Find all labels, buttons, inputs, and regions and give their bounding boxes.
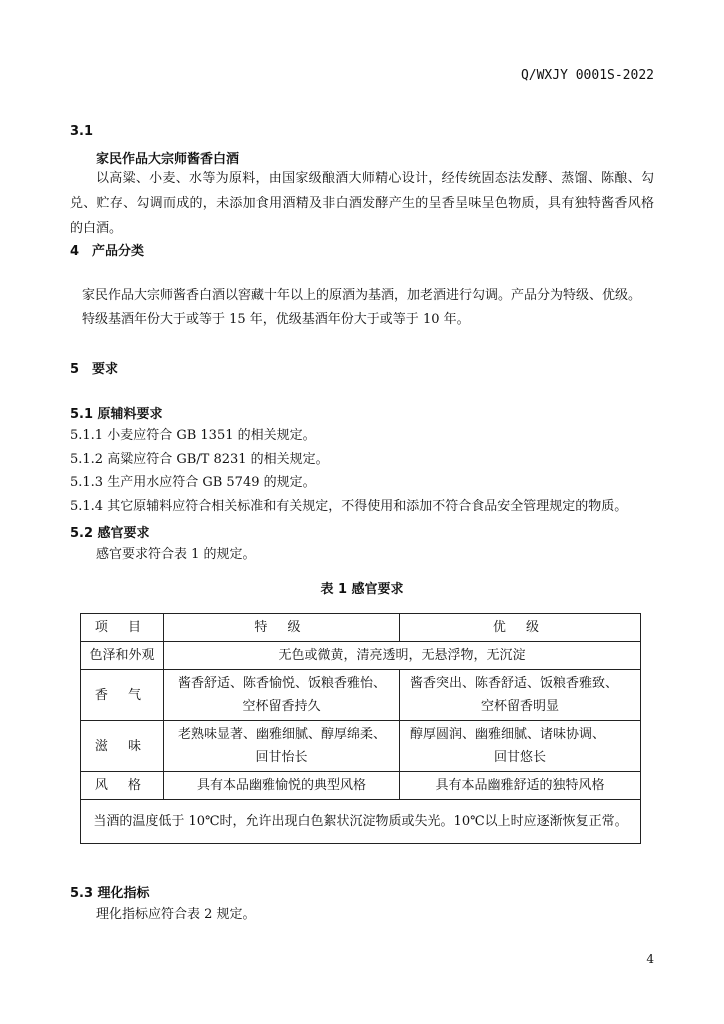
section-5-2-title: 5.2 感官要求 — [70, 526, 150, 541]
value-style-special: 具有本品幽雅愉悦的典型风格 — [164, 772, 400, 800]
table-note: 当酒的温度低于 10℃时，允许出现白色絮状沉淀物质或失光。10℃以上时应逐渐恢复正常。 — [81, 800, 641, 844]
label-style: 风 格 — [81, 772, 164, 800]
value-aroma-premium — [400, 670, 641, 721]
clause-5-1-4: 5.1.4 其它原辅料应符合相关标准和有关规定，不得使用和添加不符合食品安全管理规定的物质。 — [70, 499, 628, 514]
clause-5-1-3: 5.1.3 生产用水应符合 GB 5749 的规定。 — [70, 475, 316, 490]
aroma-special-line-2: 空杯留香持久 — [242, 699, 321, 714]
table-1-caption: 表 1 感官要求 — [320, 582, 404, 597]
table-row-note — [81, 800, 641, 844]
label-aroma: 香 气 — [81, 670, 164, 721]
section-5-3-title: 5.3 理化指标 — [70, 886, 150, 901]
taste-special-line-2: 回甘怡长 — [255, 750, 308, 765]
section-4-paragraph-2: 特级基酒年份大于或等于 15 年，优级基酒年份大于或等于 10 年。 — [82, 312, 470, 327]
standard-code: Q/WXJY 0001S-2022 — [520, 68, 654, 83]
section-5-1-title: 5.1 原辅料要求 — [70, 407, 163, 422]
section-3-1-definition: 以高粱、小麦、水等为原料，由国家级酿酒大师精心设计，经传统固态法发酵、蒸馏、陈酿、勾兑、贮存、勾调而成的，未添加食用酒精及非白酒发酵产生的呈香呈味呈色物质，具有独特酱香风格的白酒。 — [70, 171, 654, 236]
section-5-2-text: 感官要求符合表 1 的规定。 — [96, 547, 256, 562]
table-row-aroma — [81, 670, 641, 721]
section-4-paragraph-1: 家民作品大宗师酱香白酒以窖藏十年以上的原酒为基酒，加老酒进行勾调。产品分为特级、优级。 — [82, 288, 642, 303]
clause-5-1-2: 5.1.2 高粱应符合 GB/T 8231 的相关规定。 — [70, 452, 329, 467]
label-taste: 滋 味 — [81, 721, 164, 772]
value-color-appearance: 无色或微黄，清亮透明，无悬浮物，无沉淀 — [164, 642, 641, 670]
section-5-3-text: 理化指标应符合表 2 规定。 — [96, 907, 256, 922]
section-3-1-number: 3.1 — [70, 124, 94, 139]
value-aroma-special — [164, 670, 400, 721]
value-style-premium: 具有本品幽雅舒适的独特风格 — [400, 772, 641, 800]
table-row-style — [81, 772, 641, 800]
table-row-taste — [81, 721, 641, 772]
header-item: 项 目 — [81, 614, 164, 642]
value-taste-premium — [400, 721, 641, 772]
taste-special-line-1: 老熟味显著、幽雅细腻、醇厚绵柔、 — [178, 727, 387, 742]
page-number: 4 — [646, 952, 654, 966]
value-taste-special — [164, 721, 400, 772]
section-3-1-term: 家民作品大宗师酱香白酒 — [96, 152, 240, 167]
label-color-appearance: 色泽和外观 — [81, 642, 164, 670]
header-special-grade: 特 级 — [164, 614, 400, 642]
aroma-special-line-1: 酱香舒适、陈香愉悦、饭粮香雅怡、 — [178, 676, 387, 691]
header-premium-grade: 优 级 — [400, 614, 641, 642]
sensory-requirements-table — [80, 613, 641, 844]
section-4-title: 4 产品分类 — [70, 244, 145, 259]
aroma-premium-line-2: 空杯留香明显 — [480, 699, 559, 714]
table-row-color — [81, 642, 641, 670]
clause-5-1-1: 5.1.1 小麦应符合 GB 1351 的相关规定。 — [70, 428, 316, 443]
taste-premium-line-1: 醇厚圆润、幽雅细腻、诸味协调、 — [410, 727, 606, 742]
aroma-premium-line-1: 酱香突出、陈香舒适、饭粮香雅致、 — [410, 676, 619, 691]
section-5-title: 5 要求 — [70, 362, 119, 377]
taste-premium-line-2: 回甘悠长 — [493, 750, 546, 765]
table-header-row — [81, 614, 641, 642]
